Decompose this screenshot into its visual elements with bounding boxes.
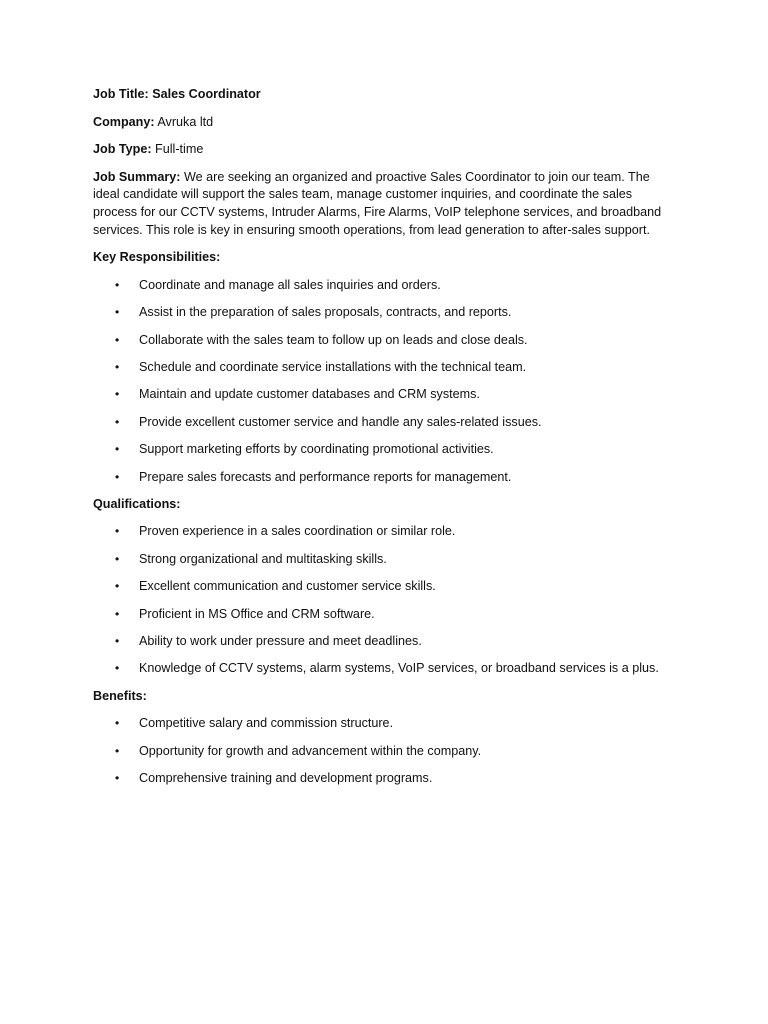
bullet-icon: • xyxy=(115,634,120,648)
bullet-icon: • xyxy=(115,442,120,457)
benefits-list xyxy=(93,715,678,787)
bullet-icon: • xyxy=(115,414,120,429)
list-item-text: Assist in the preparation of sales proposals, contracts, and reports. xyxy=(139,305,512,320)
list-item-text: Coordinate and manage all sales inquiries and orders. xyxy=(139,277,441,292)
bullet-icon: • xyxy=(115,359,120,374)
list-item-text: Ability to work under pressure and meet deadlines. xyxy=(139,634,422,648)
list-item xyxy=(93,414,678,432)
list-item xyxy=(93,441,678,459)
document-content xyxy=(93,86,678,797)
list-item xyxy=(93,770,678,788)
list-item xyxy=(93,743,678,761)
list-item-text: Prepare sales forecasts and performance reports for management. xyxy=(139,469,512,484)
list-item xyxy=(93,304,678,322)
list-item-text: Proficient in MS Office and CRM software. xyxy=(139,606,375,621)
job-type-label: Job Type: xyxy=(93,142,152,156)
list-item-text: Support marketing efforts by coordinating promotional activities. xyxy=(139,442,494,457)
company-line xyxy=(93,114,678,132)
bullet-icon: • xyxy=(115,551,120,566)
bullet-icon: • xyxy=(115,579,120,594)
bullet-icon: • xyxy=(115,661,120,676)
list-item-text: Collaborate with the sales team to follow up on leads and close deals. xyxy=(139,332,528,347)
list-item xyxy=(93,469,678,487)
list-item xyxy=(93,715,678,733)
responsibilities-heading: Key Responsibilities: xyxy=(93,250,221,265)
job-summary-label: Job Summary: xyxy=(93,169,181,184)
list-item-text: Schedule and coordinate service installations with the technical team. xyxy=(139,359,527,374)
responsibilities-list xyxy=(93,277,678,486)
bullet-icon: • xyxy=(115,305,120,320)
list-item-text: Proven experience in a sales coordination or similar role. xyxy=(139,524,456,539)
job-summary xyxy=(93,169,678,240)
list-item xyxy=(93,386,678,404)
bullet-icon: • xyxy=(115,277,120,292)
list-item-text: Provide excellent customer service and handle any sales-related issues. xyxy=(139,414,542,429)
job-summary-text: We are seeking an organized and proactive Sales Coordinator to join our team. The ideal candidate will support the sales team, manage customer inquiries, and coordinate the sales process for our CCTV systems, Intruder Alarms, Fire Alarms, VoIP telephone services, and broadband services. This role is key in ensuring smooth operations, from lead generation to after-sales support. xyxy=(93,169,662,237)
list-item-text: Knowledge of CCTV systems, alarm systems, VoIP services, or broadband services is a plus. xyxy=(139,661,659,676)
list-item xyxy=(93,633,678,651)
bullet-icon: • xyxy=(115,743,120,758)
bullet-icon: • xyxy=(115,716,120,731)
job-title: Job Title: Sales Coordinator xyxy=(93,87,261,101)
list-item xyxy=(93,578,678,596)
list-item-text: Comprehensive training and development programs. xyxy=(139,771,433,786)
bullet-icon: • xyxy=(115,387,120,402)
bullet-icon: • xyxy=(115,332,120,347)
benefits-heading: Benefits: xyxy=(93,688,147,703)
qualifications-list xyxy=(93,523,678,677)
list-item-text: Opportunity for growth and advancement within the company. xyxy=(139,743,482,758)
bullet-icon: • xyxy=(115,524,120,539)
list-item xyxy=(93,277,678,295)
list-item xyxy=(93,332,678,350)
list-item xyxy=(93,523,678,541)
list-item-text: Excellent communication and customer service skills. xyxy=(139,579,436,594)
list-item-text: Strong organizational and multitasking skills. xyxy=(139,551,387,566)
bullet-icon: • xyxy=(115,771,120,786)
job-type-value: Full-time xyxy=(151,142,204,156)
list-item xyxy=(93,551,678,569)
bullet-icon: • xyxy=(115,606,120,621)
list-item xyxy=(93,606,678,624)
qualifications-heading: Qualifications: xyxy=(93,496,181,511)
list-item xyxy=(93,660,678,678)
list-item xyxy=(93,359,678,377)
list-item-text: Maintain and update customer databases and CRM systems. xyxy=(139,387,480,402)
company-label: Company: xyxy=(93,114,155,129)
bullet-icon: • xyxy=(115,469,120,484)
company-value: Avruka ltd xyxy=(154,114,214,129)
list-item-text: Competitive salary and commission structure. xyxy=(139,716,394,731)
job-type-line xyxy=(93,141,678,159)
